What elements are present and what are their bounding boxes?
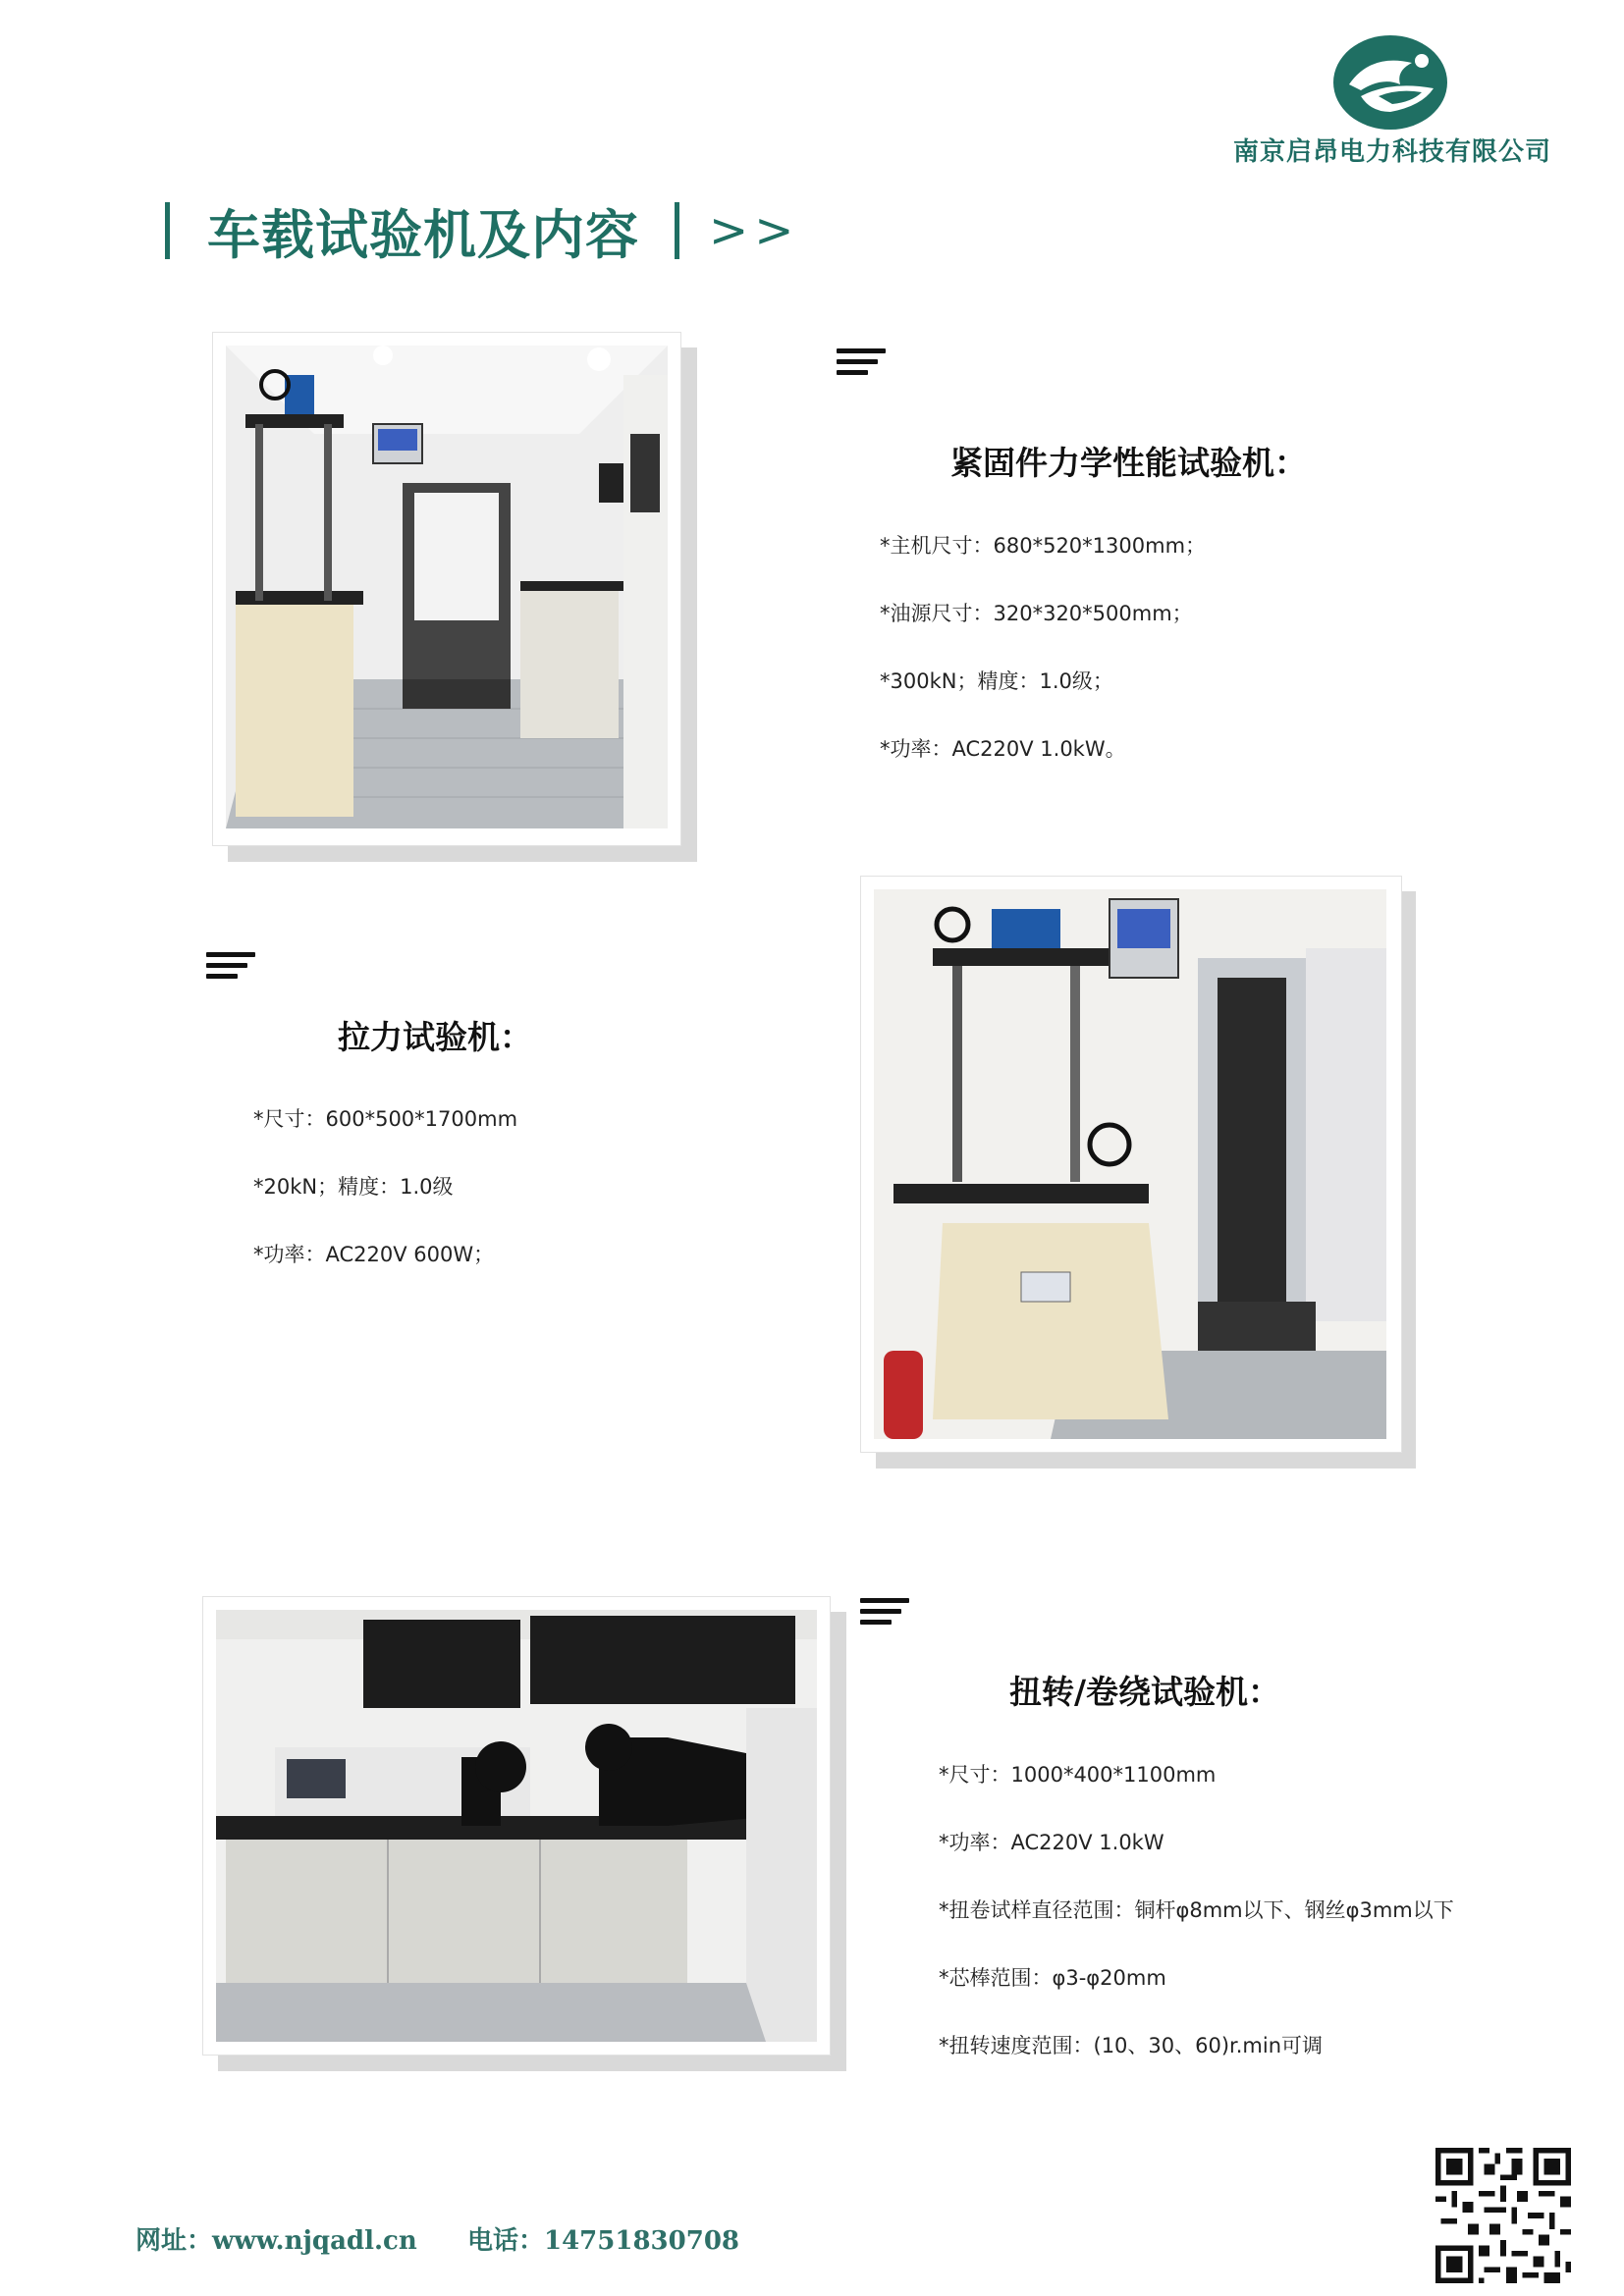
- spec-line: *功率：AC220V 1.0kW: [939, 1831, 1164, 1854]
- phone-number: 电话：14751830708: [467, 2226, 739, 2256]
- menu-lines-icon: [206, 952, 255, 982]
- section-title-tensile: 拉力试验机：: [338, 1018, 532, 1056]
- spec-line: *20kN；精度：1.0级: [253, 1175, 454, 1199]
- page-title-bar: [165, 196, 799, 265]
- title-left-divider: [165, 202, 170, 259]
- spec-line: *扭卷试样直径范围：铜杆φ8mm以下、钢丝φ3mm以下: [939, 1898, 1454, 1922]
- company-logo: [1210, 33, 1575, 181]
- torsion-machine-photo: [202, 1596, 846, 2071]
- fastener-machine-photo: [860, 876, 1416, 1468]
- spec-line: *尺寸：1000*400*1100mm: [939, 1763, 1217, 1787]
- spec-line: *300kN；精度：1.0级；: [880, 669, 1113, 693]
- website-link[interactable]: 网址：www.njqadl.cn: [135, 2226, 417, 2256]
- qr-code-icon[interactable]: [1435, 2148, 1571, 2283]
- lab-interior-image: [226, 346, 668, 828]
- tensile-machine-photo: [212, 332, 697, 862]
- spec-line: *主机尺寸：680*520*1300mm；: [880, 534, 1207, 558]
- menu-lines-icon: [860, 1598, 909, 1628]
- machine-closeup-image: [874, 889, 1386, 1439]
- section-title-fastener: 紧固件力学性能试验机：: [950, 444, 1307, 482]
- company-logo-icon: [1331, 33, 1453, 132]
- company-name: 南京启昂电力科技有限公司: [1232, 137, 1551, 167]
- spec-line: *扭转速度范围：(10、30、60)r.min可调: [939, 2034, 1324, 2057]
- title-arrows: >>: [709, 203, 800, 258]
- spec-line: *功率：AC220V 600W；: [253, 1243, 495, 1266]
- menu-lines-icon: [837, 348, 886, 378]
- section-title-torsion: 扭转/卷绕试验机：: [1009, 1673, 1281, 1711]
- spec-line: *功率：AC220V 1.0kW。: [880, 737, 1126, 761]
- spec-line: *尺寸：600*500*1700mm: [253, 1107, 518, 1131]
- spec-line: *芯棒范围：φ3-φ20mm: [939, 1966, 1166, 1990]
- torsion-bench-image: [216, 1610, 817, 2042]
- spec-line: *油源尺寸：320*320*500mm；: [880, 602, 1193, 625]
- title-right-divider: [675, 202, 679, 259]
- page-title: 车载试验机及内容: [207, 203, 639, 266]
